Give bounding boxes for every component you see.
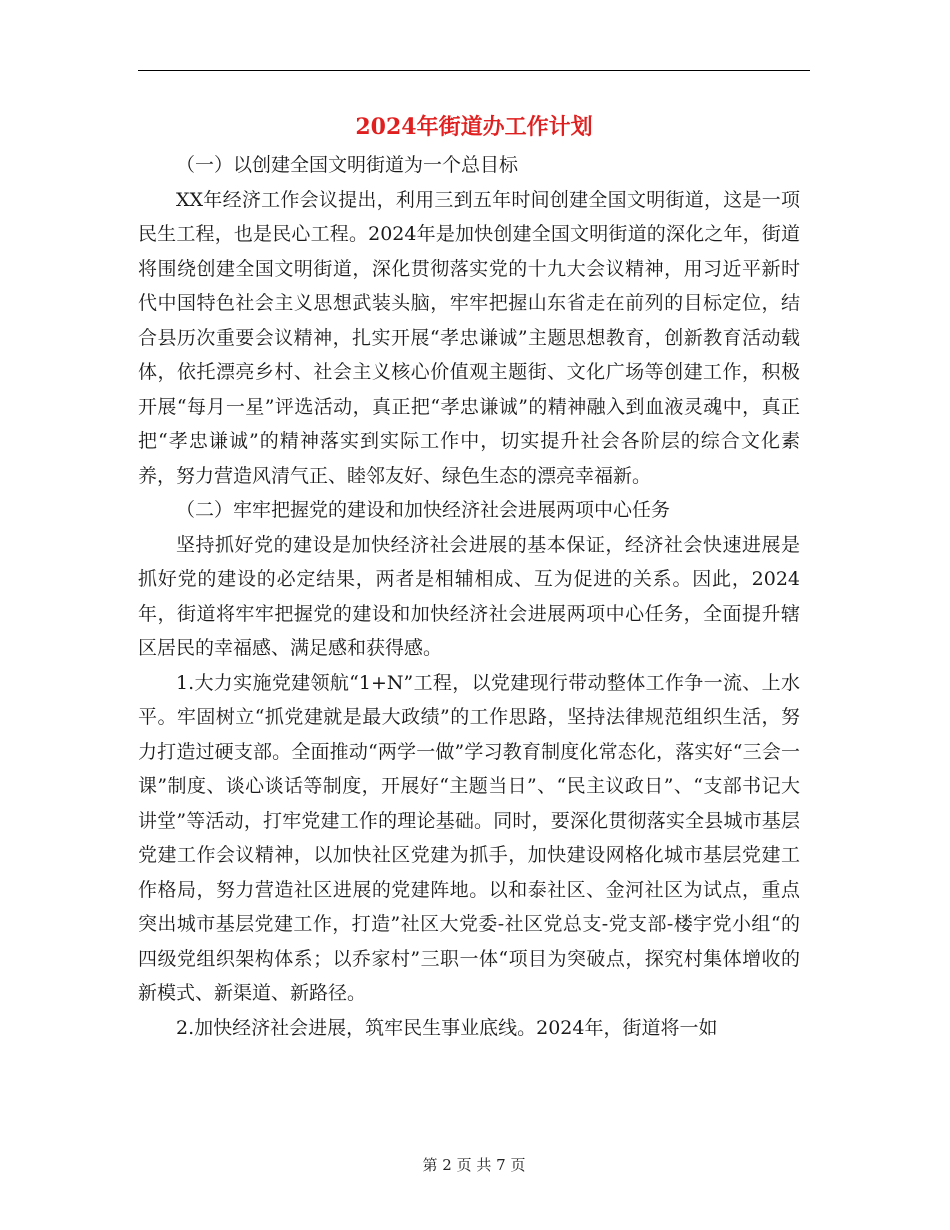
paragraph: XX年经济工作会议提出，利用三到五年时间创建全国文明街道，这是一项民生工程，也是民心工程。2024年是加快创建全国文明街道的深化之年，街道将围绕创建全国文明街道，深化贯彻落实党的十九大会议精神，用习近平新时代中国特色社会主义思想武装头脑，牢牢把握山东省走在前列的目标定位，结合县历次重要会议精神，扎实开展“孝忠谦诚”主题思想教育，创新教育活动载体，依托漂亮乡村、社会主义核心价值观主题街、文化广场等创建工作，积极开展“每月一星”评选活动，真正把“孝忠谦诚”的精神融入到血液灵魂中，真正把“孝忠谦诚”的精神落实到实际工作中，切实提升社会各阶层的综合文化素养，努力营造风清气正、睦邻友好、绿色生态的漂亮幸福新。 [138,188,800,487]
paragraph: 1.大力实施党建领航“1+N”工程，以党建现行带动整体工作争一流、上水平。牢固树立“抓党建就是最大政绩”的工作思路，坚持法律规范组织生活，努力打造过硬支部。全面推动“两学一做”学习教育制度化常态化，落实好“三会一课”制度、谈心谈话等制度，开展好“主题当日”、“民主议政日”、“支部书记大讲堂”等活动，打牢党建工作的理论基础。同时，要深化贯彻落实全县城市基层党建工作会议精神，以加快社区党建为抓手，加快建设网格化城市基层党建工作格局，努力营造社区进展的党建阵地。以和泰社区、金河社区为试点，重点突出城市基层党建工作，打造”社区大党委-社区党总支-党支部-楼宇党小组“的四级党组织架构体系；以乔家村”三职一体“项目为突破点，探究村集体增收的新模式、新渠道、新路径。 [138,671,800,1004]
document-title: 2024年街道办工作计划 [355,114,593,140]
document-body [138,148,800,1045]
section-heading-2: （二）牢牢把握党的建设和加快经济社会进展两项中心任务 [176,499,671,521]
page-number: 第 2 页 共 7 页 [422,1156,526,1174]
paragraph: 坚持抓好党的建设是加快经济社会进展的基本保证，经济社会快速进展是抓好党的建设的必定结果，两者是相辅相成、互为促进的关系。因此，2024年，街道将牢牢把握党的建设和加快经济社会进展两项中心任务，全面提升辖区居民的幸福感、满足感和获得感。 [138,533,800,659]
paragraph: 2.加快经济社会进展，筑牢民生事业底线。2024年，街道将一如 [176,1016,718,1039]
header-rule [138,70,810,71]
section-heading-1: （一）以创建全国文明街道为一个总目标 [176,154,519,176]
